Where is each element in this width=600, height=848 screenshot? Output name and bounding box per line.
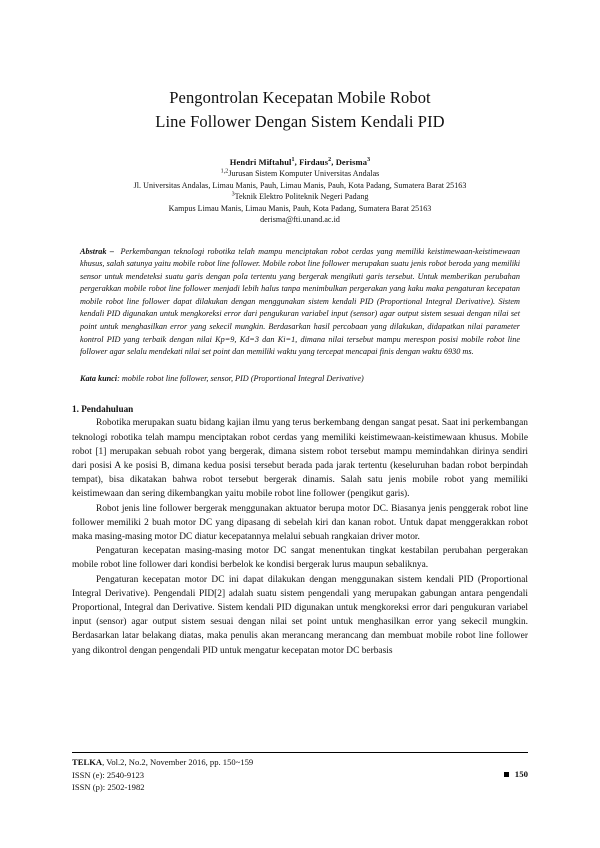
author-names: Hendri Miftahul$^1$, Firdaus$^2$, Derisma$^3$ (229, 157, 371, 167)
author-sup-2: 2 (328, 157, 332, 164)
author-sup-1: 1 (291, 157, 295, 164)
author-sup-3: 3 (367, 157, 371, 164)
footer-page-number: 150 (514, 769, 528, 779)
author-block (72, 156, 528, 226)
affiliation-text-1: Jurusan Sistem Komputer Universitas Andalas (228, 169, 380, 178)
affiliation-text-4: Kampus Limau Manis, Limau Manis, Pauh, Kota Padang, Sumatera Barat 25163 (168, 203, 432, 213)
abstract-label: Abstrak (80, 246, 107, 256)
author-name-3: Derisma (335, 157, 368, 167)
affiliation-3 (72, 191, 528, 203)
affiliation-text-2: Jl. Universitas Andalas, Limau Manis, Pauh, Limau Manis, Pauh, Kota Padang, Sumatera Barat 25163 (133, 180, 467, 190)
author-name-1: Hendri Miftahul (229, 157, 292, 167)
body-paragraph-4: Pengaturan kecepatan motor DC ini dapat dilakukan dengan menggunakan sistem kendali PID (Proportional Integral Derivative). Pengendali PID[2] adalah suatu sistem pengendali yang merupakan gabungan antara pengendali Proportional, Integral dan Derivative. Sistem kendali PID digunakan untuk mengkoreksi error dari pengukuran variabel input (sensor) agar output sistem sesuai dengan nilai set point untuk menghasilkan error yang sekecil mungkin. Berdasarkan latar belakang diatas, maka penulis akan merancang merancang dan membuat mobile robot line follower yang dikontrol dengan pengendali PID untuk mengatur kecepatan motor DC berbasis (72, 574, 528, 656)
keywords-label: Kata kunci (80, 373, 118, 383)
author-name-2: Firdaus (299, 157, 329, 167)
title-line-2: Line Follower Dengan Sistem Kendali PID (155, 112, 445, 131)
body-paragraph-2: Robot jenis line follower bergerak menggunakan aktuator berupa motor DC. Biasanya jenis penggerak robot line follower memiliki 2 buah motor DC yang dipasang di sebelah kiri dan kanan robot. Untuk dapat menggerakkan robot maka masing-masing motor DC diatur kecepatannya melalui sebuah rangkaian driver motor. (72, 503, 528, 543)
abstract-dash: – (109, 246, 114, 256)
footer-divider (72, 752, 528, 753)
page-title (72, 86, 528, 134)
affiliation-4 (72, 203, 528, 215)
abstract-block (72, 246, 528, 386)
affiliation-text-3: Teknik Elektro Politeknik Negeri Padang (234, 192, 369, 201)
page-footer (72, 752, 528, 794)
abstract-text: Perkembangan teknologi robotika telah mampu menciptakan robot cerdas yang memiliki keistimewaan-keistimewaan khusus, salah satunya yaitu mobile robot line follower. Mobile robot line follower merupakan suatu jenis robot beroda yang memiliki sensor untuk mendeteksi suatu garis dengan pola tertentu yang bergerak mengikuti garis tersebut. Untuk memberikan perubahan pergerakkan mobile robot line follower menjadi lebih halus tanpa menimbulkan pergerakan yang kaku maka pengaturan kecepatan mobile robot line follower dapat dilakukan dengan menggunakan sistem kendali PID (Proportional Integral Derivative). Sistem kendali PID digunakan untuk mengkoreksi error dari pengukuran variabel input (sensor) agar output sistem sesuai dengan nilai set point untuk menghasilkan error yang sekecil mungkin. Berdasarkan hasil percobaan yang dilakukan, didapatkan nilai parameter kontrol PID yang terbaik dengan nilai Kp=9, Kd=3 dan Ki=1, dimana nilai tersebut mampu merespon posisi mobile robot line follower agar selalu mendekati nilai set point dan memiliki waktu yang tercepat mencapai finis dengan waktu 6930 ms. (80, 246, 520, 357)
affiliation-sup-1: 1,2 (220, 168, 229, 175)
footer-page-number-group (504, 756, 528, 781)
keywords-text: mobile robot line follower, sensor, PID (Proportional Integral Derivative) (121, 373, 364, 383)
author-email: derisma@fti.unand.ac.id (260, 215, 340, 224)
footer-journal-details: , Vol.2, No.2, November 2016, pp. 150~159 (102, 757, 254, 767)
footer-journal-line (72, 756, 253, 769)
footer-issn-p: ISSN (p): 2502-1982 (72, 782, 145, 793)
affiliation-sup-3: 3 (231, 191, 235, 198)
keywords-separator: : (117, 373, 120, 383)
body-paragraph-1: Robotika merupakan suatu bidang kajian ilmu yang terus berkembang dengan sangat pesat. Saat ini perkembangan teknologi robotika telah mampu menciptakan robot cerdas yang memiliki keistimewaan-keistimewaan khusus. Mobile robot [1] merupakan sebuah robot yang bergerak, dimana sistem robot tersebut mampu memindahkan dirinya sendiri dari posisi A ke posisi B, dimana kedua posisi tersebut berada pada jarak tertentu (keseluruhan badan robot berpindah tempat), bisa dikatakan bahwa robot tersebut bergerak dinamis. Salah satu jenis mobile robot yang memiliki keistimewaan dan sering dikembangkan yaitu mobile robot line follower (pengikut garis). (72, 418, 528, 500)
footer-journal-info (72, 756, 253, 794)
body-paragraph-3: Pengaturan kecepatan masing-masing motor DC sangat menentukan tingkat kestabilan perubahan pergerakan mobile robot line follower dari kondisi berbelok ke kondisi bergerak lurus maupun sebaliknya. (72, 546, 528, 571)
keywords-line (80, 373, 520, 386)
footer-journal-name: TELKA (72, 757, 103, 767)
footer-issn-e: ISSN (e): 2540-9123 (72, 769, 145, 780)
section-heading-pendahuluan: 1. Pendahuluan (72, 404, 134, 415)
footer-row (72, 756, 528, 794)
title-line-1: Pengontrolan Kecepatan Mobile Robot (169, 88, 431, 107)
affiliation-1 (72, 168, 528, 180)
square-bullet-icon (504, 772, 509, 777)
page-content (72, 0, 528, 658)
affiliation-2 (48, 180, 552, 192)
abstract-paragraph (80, 246, 520, 359)
